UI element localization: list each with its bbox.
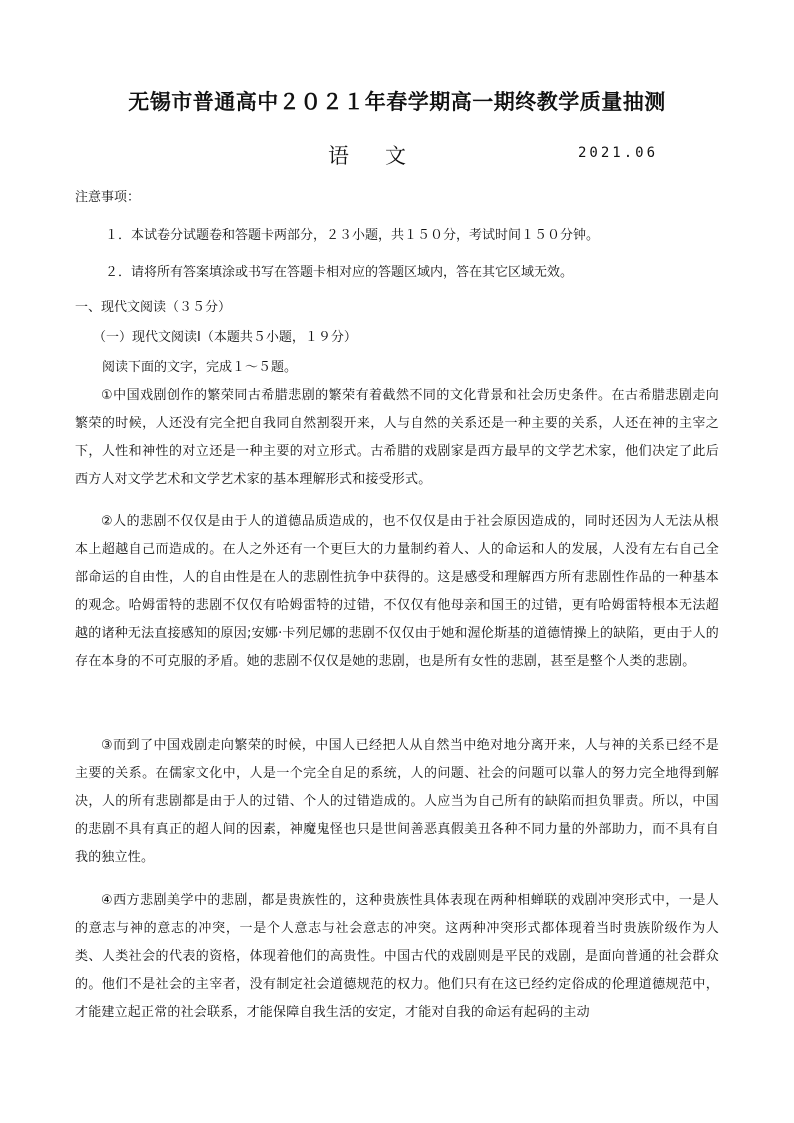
exam-title: 无锡市普通高中２０２１年春学期高一期终教学质量抽测 [128,89,666,114]
paragraph-1: ①中国戏剧创作的繁荣同古希腊悲剧的繁荣有着截然不同的文化背景和社会历史条件。在古希腊悲剧走向繁荣的时候，人还没有完全把自我同自然割裂开来，人与自然的关系还是一种主要的关系，人还在神的主宰之下，人性和神性的对立还是一种主要的对立形式。古希腊的戏剧家是西方最早的文学艺术家，他们决定了此后西方人对文学艺术和文学艺术家的基本理解形式和接受形式。 [75,388,719,487]
notice-item-1: １．本试卷分试题卷和答题卡两部分，２３小题，共１５０分，考试时间１５０分钟。 [105,228,600,243]
paragraph-4: ④西方悲剧美学中的悲剧，都是贵族性的，这种贵族性具体表现在两种相蝉联的戏剧冲突形式中，一是人的意志与神的意志的冲突，一是个人意志与社会意志的冲突。这两种冲突形式都体现着当时贵族阶级作为人类、人类社会的代表的资格，体现着他们的高贵性。中国古代的戏剧则是平民的戏剧，是面向普通的社会群众的。他们不是社会的主宰者，没有制定社会道德规范的权力。他们只有在这已经约定俗成的伦理道德规范中，才能建立起正常的社会联系，才能保障自我生活的安定，才能对自我的命运有起码的主动 [75,893,719,1020]
paragraph-3: ③而到了中国戏剧走向繁荣的时候，中国人已经把人从自然当中绝对地分离开来，人与神的关系已经不是主要的关系。在儒家文化中，人是一个完全自足的系统，人的问题、社会的问题可以靠人的努力完全地得到解决，人的所有悲剧都是由于人的过错、个人的过错造成的。人应当为自己所有的缺陷而担负罪责。所以，中国的悲剧不具有真正的超人间的因素，神魔鬼怪也只是世间善恶真假美丑各种不同力量的外部助力，而不具有自我的独立性。 [75,738,719,865]
paragraph-2: ②人的悲剧不仅仅是由于人的道德品质造成的，也不仅仅是由于社会原因造成的，同时还因为人无法从根本上超越自己而造成的。在人之外还有一个更巨大的力量制约着人、人的命运和人的发展，人没有左右自己全部命运的自由性，人的自由性是在人的悲剧性抗争中获得的。这是感受和理解西方所有悲剧性作品的一种基本的观念。哈姆雷特的悲剧不仅仅有哈姆雷特的过错，不仅仅有他母亲和国王的过错，更有哈姆雷特根本无法超越的诸种无法直接感知的原因;安娜·卡列尼娜的悲剧不仅仅由于她和渥伦斯基的道德情操上的缺陷，更由于人的存在本身的不可克服的矛盾。她的悲剧不仅仅是她的悲剧，也是所有女性的悲剧，甚至是整个人类的悲剧。 [75,514,719,669]
notice-item-2: ２．请将所有答案填涂或书写在答题卡相对应的答题区域内，答在其它区域无效。 [105,265,574,280]
section-heading: 一、现代文阅读（３５分） [75,300,232,315]
section-subheading: （一）现代文阅读Ⅰ（本题共５小题，１９分） [93,330,357,345]
subject-label: 语文 [328,144,442,168]
exam-date: 2021.06 [578,145,659,161]
reading-instruction: 阅读下面的文字，完成１～５题。 [102,360,298,375]
notice-heading: 注意事项： [75,190,141,205]
